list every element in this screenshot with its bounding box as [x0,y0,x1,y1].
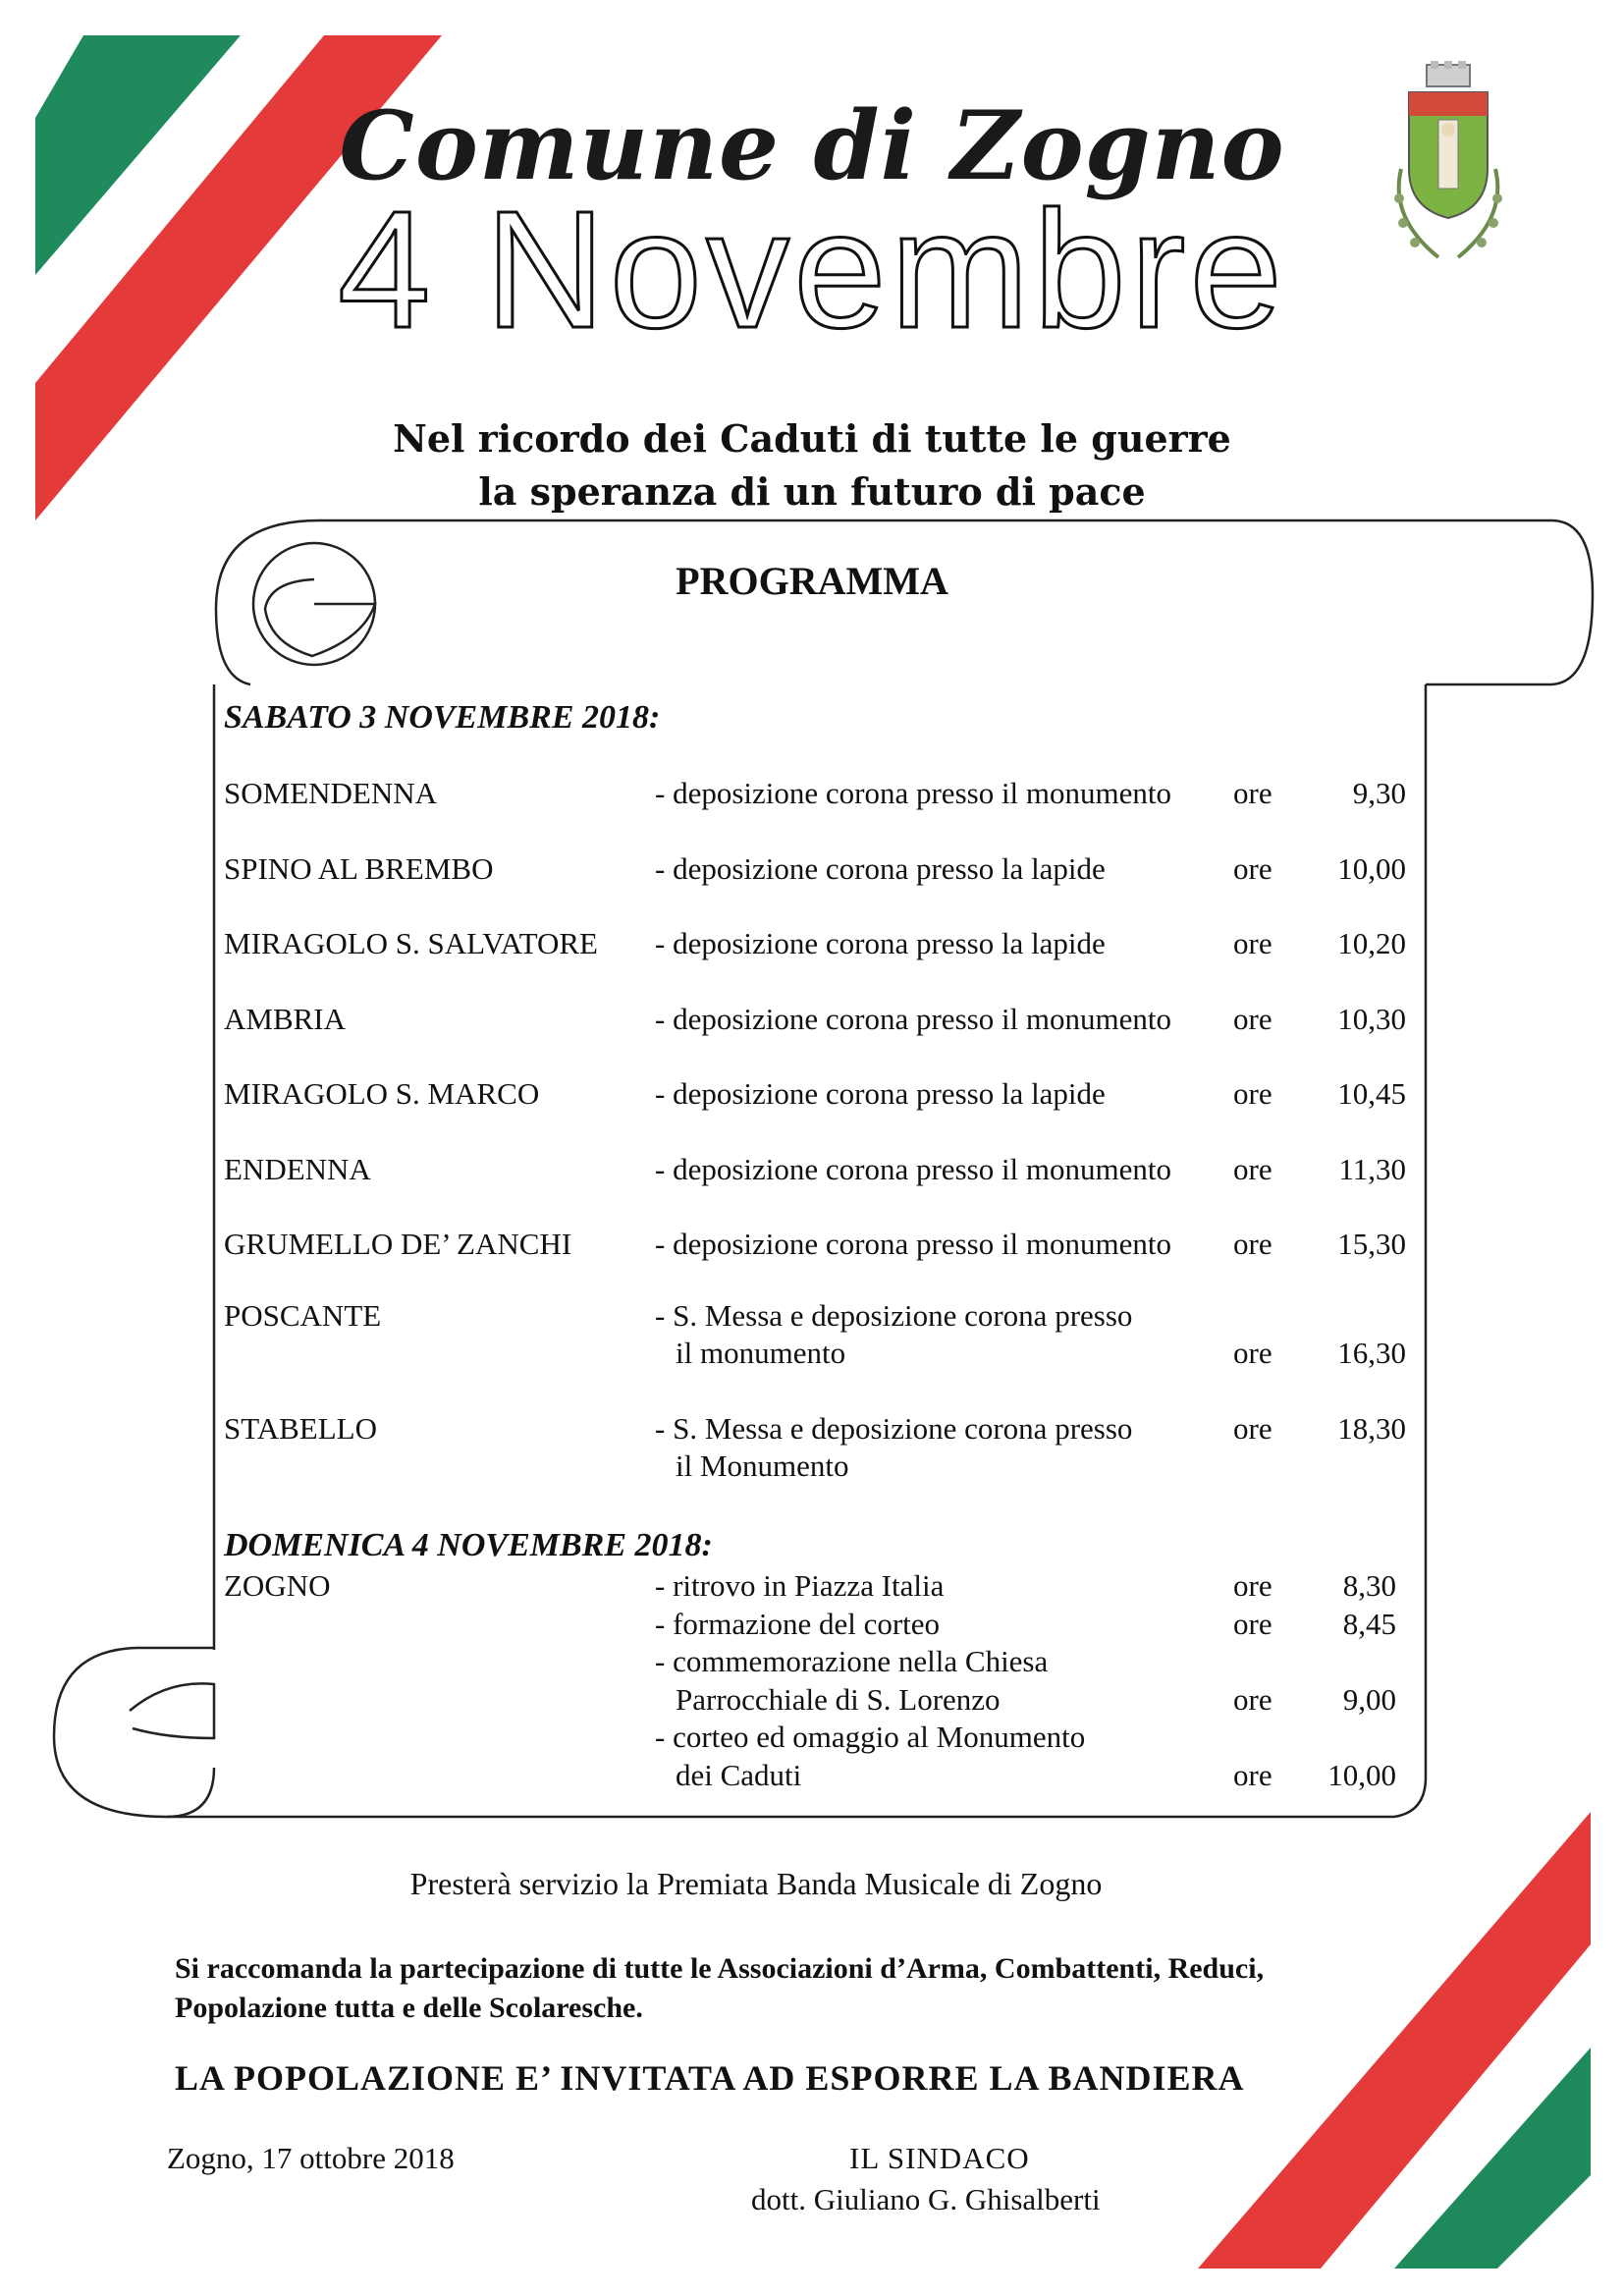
row-desc: - deposizione corona presso la lapide [655,926,1106,960]
row-desc: - deposizione corona presso la lapide [655,850,1106,886]
row-place: ENDENNA [224,1151,371,1186]
recommendation-line-2: Popolazione tutta e delle Scolaresche. [175,1992,643,2024]
recommendation-line-1: Si raccomanda la partecipazione di tutte le Associazioni d’Arma, Combattenti, Reduci, [175,1952,1265,1985]
row-place: AMBRIA [224,1001,347,1036]
recommendation [175,1949,1432,2028]
row-desc-cont: il Monumento [676,1449,849,1483]
signature-title: IL SINDACO [849,2141,1030,2175]
row-time: 11,30 [1338,1151,1406,1186]
row-place: POSCANTE [224,1298,382,1333]
flag-invitation: LA POPOLAZIONE E’ INVITATA AD ESPORRE LA BANDIERA [175,2058,1245,2098]
row-time: 8,45 [1342,1607,1396,1641]
row-place: STABELLO [224,1411,377,1446]
row-ore: ore [1233,1151,1272,1186]
row-time: 15,30 [1337,1227,1406,1261]
town-title: Comune di Zogno [339,90,1285,201]
row-time: 9,00 [1342,1682,1396,1717]
row-desc: - corteo ed omaggio al Monumento [655,1720,1086,1754]
saturday-heading: SABATO 3 NOVEMBRE 2018: [224,699,661,736]
row-place: SOMENDENNA [224,776,437,810]
row-desc-cont: Parrocchiale di S. Lorenzo [676,1682,1001,1717]
row-place: SPINO AL BREMBO [224,850,494,886]
row-place: MIRAGOLO S. MARCO [224,1076,540,1111]
row-ore: ore [1233,1227,1272,1261]
row-desc: - S. Messa e deposizione corona presso [655,1298,1133,1333]
row-place: GRUMELLO DE’ ZANCHI [224,1227,572,1261]
row-desc: - commemorazione nella Chiesa [655,1644,1049,1678]
row-ore: ore [1233,1411,1272,1446]
row-time: 8,30 [1342,1568,1396,1603]
row-time: 10,45 [1337,1076,1406,1111]
row-ore: ore [1233,1001,1272,1036]
row-desc-cont: dei Caduti [676,1758,802,1792]
row-ore: ore [1233,1076,1272,1111]
program-title: PROGRAMMA [676,559,948,603]
sunday-heading: DOMENICA 4 NOVEMBRE 2018: [224,1527,713,1563]
row-time: 10,00 [1337,850,1406,886]
row-desc: - deposizione corona presso il monumento [655,776,1172,810]
row-time: 10,30 [1337,1001,1406,1036]
row-desc: - deposizione corona presso il monumento [655,1227,1172,1261]
row-ore: ore [1233,1336,1272,1370]
row-ore: ore [1233,776,1272,810]
row-desc-cont: il monumento [676,1336,846,1370]
row-place: MIRAGOLO S. SALVATORE [224,926,598,960]
row-ore: ore [1233,1682,1272,1717]
row-desc: - S. Messa e deposizione corona presso [655,1411,1133,1446]
row-desc: - deposizione corona presso il monumento [655,1001,1172,1036]
row-time: 10,00 [1327,1758,1396,1792]
subtitle-line-1: Nel ricordo dei Caduti di tutte le guerre [393,416,1231,461]
row-time: 18,30 [1337,1411,1406,1446]
row-desc: - deposizione corona presso il monumento [655,1151,1172,1186]
date-title: 4 Novembre [338,177,1286,363]
band-note: Presterà servizio la Premiata Banda Musicale di Zogno [409,1866,1103,1901]
row-ore: ore [1233,1758,1272,1792]
signature-name: dott. Giuliano G. Ghisalberti [751,2182,1101,2216]
row-ore: ore [1233,1568,1272,1603]
row-desc: - formazione del corteo [655,1607,941,1641]
row-time: 9,30 [1352,776,1406,810]
subtitle-line-2: la speranza di un futuro di pace [478,469,1146,514]
row-time: 10,20 [1337,926,1406,960]
row-desc: - ritrovo in Piazza Italia [655,1568,945,1603]
place-date: Zogno, 17 ottobre 2018 [167,2141,455,2175]
row-ore: ore [1233,1607,1272,1641]
row-ore: ore [1233,850,1272,886]
row-place: ZOGNO [224,1568,331,1603]
row-time: 16,30 [1337,1336,1406,1370]
row-ore: ore [1233,926,1272,960]
row-desc: - deposizione corona presso la lapide [655,1076,1106,1111]
